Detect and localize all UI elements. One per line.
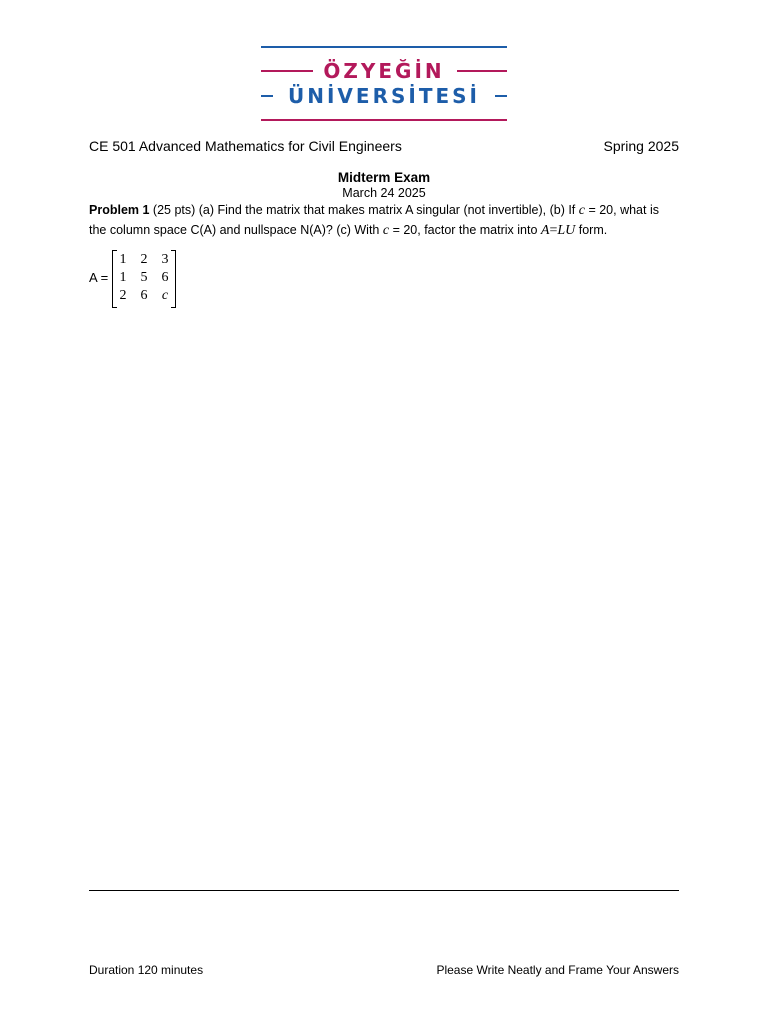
matrix-cell: 3 (161, 252, 169, 267)
matrix-cell: 2 (140, 252, 148, 267)
problem-text: = 20, factor the matrix into (389, 222, 541, 237)
logo-row-2 (261, 85, 507, 107)
course-title: CE 501 Advanced Mathematics for Civil Engineers (89, 138, 402, 154)
duration-text: Duration 120 minutes (89, 963, 204, 977)
problem-statement (89, 201, 679, 240)
matrix-cell: c (161, 288, 169, 303)
variable-lu: LU (557, 222, 576, 238)
matrix-cell: 1 (119, 252, 127, 267)
logo-row-1 (261, 60, 507, 82)
matrix-cell: 6 (140, 288, 148, 303)
equals-sign: = (549, 222, 558, 238)
matrix-cell: 2 (119, 288, 127, 303)
matrix-cell: 6 (161, 270, 169, 285)
logo-word-universitesi: ÜNİVERSİTESİ (288, 84, 480, 108)
problem-text: (25 pts) (a) Find the matrix that makes matrix A singular (not invertible), (b) If (149, 203, 579, 217)
variable-c: c (578, 203, 585, 218)
logo-word-ozyegin: ÖZYEĞİN (323, 59, 445, 83)
instructions-text: Please Write Neatly and Frame Your Answers (436, 963, 679, 977)
variable-c: c (382, 222, 390, 238)
variable-a: A (540, 222, 550, 238)
exam-title: Midterm Exam (337, 170, 431, 185)
matrix-cell: 5 (140, 270, 148, 285)
exam-date: March 24 2025 (342, 186, 426, 200)
matrix-cell: 1 (119, 270, 127, 285)
matrix-a (112, 250, 176, 308)
problem-label: Problem 1 (89, 203, 150, 217)
problem-text: form. (575, 222, 608, 237)
matrix-label: A = (89, 270, 109, 285)
logo-top-rule (261, 46, 507, 48)
university-logo (261, 45, 507, 124)
problem-text: = 20, what is the column space C(A) and nullspace N(A)? (c) With (89, 203, 659, 237)
logo-bottom-rule (261, 119, 507, 121)
footer-divider (89, 890, 679, 891)
term-label: Spring 2025 (603, 138, 679, 154)
